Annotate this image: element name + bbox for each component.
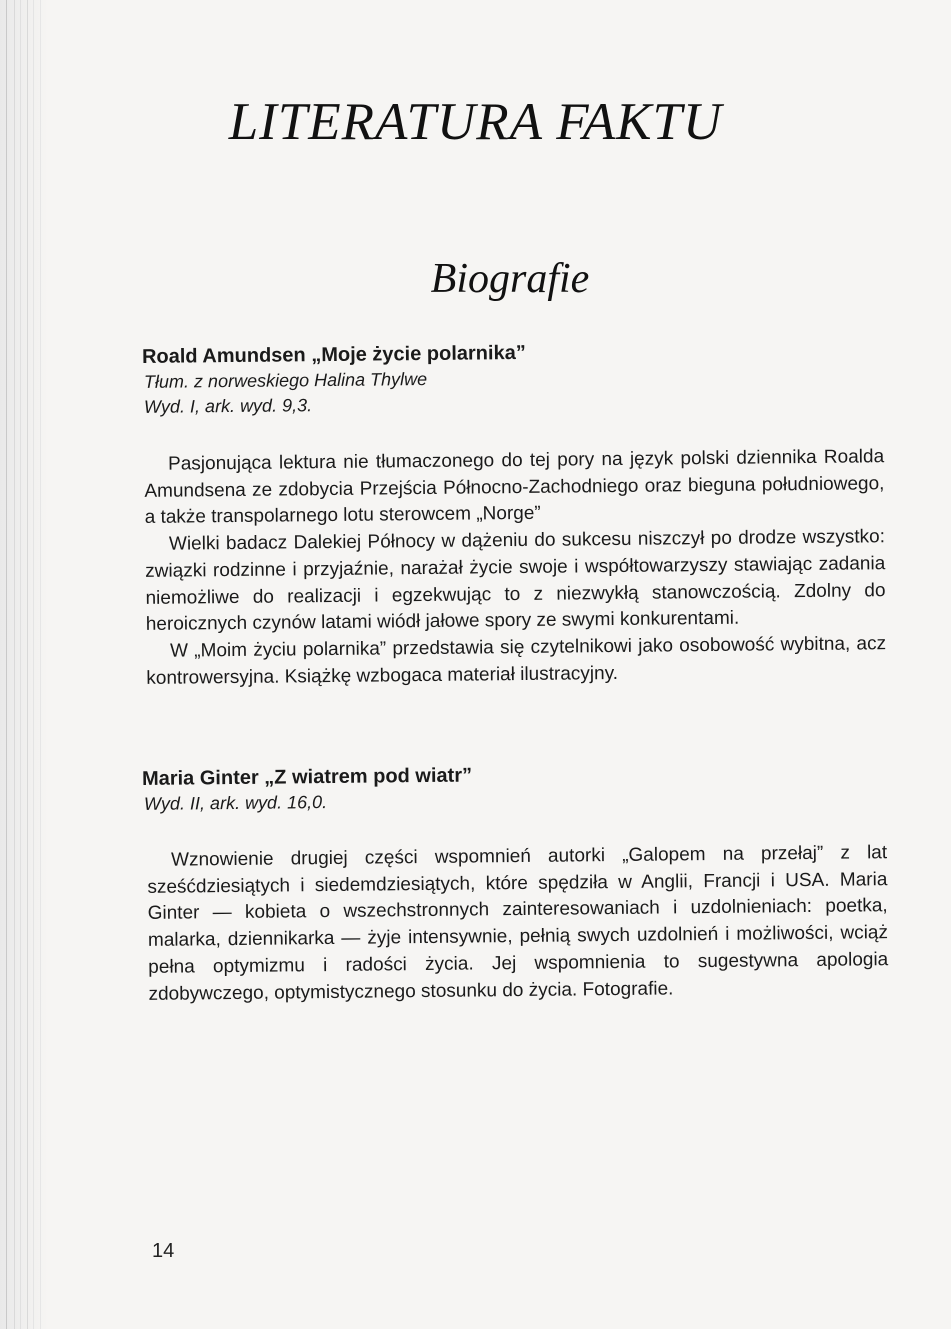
book-entry-ginter	[138, 766, 898, 1008]
edition-line: Wyd. II, ark. wyd. 16,0.	[143, 792, 328, 814]
description-paragraph: Wielki badacz Dalekiej Północy w dążeniu do sukcesu niszczył po drodze wszystko: związki rodzinne i przyjaźnie, narażał życie swoje i współtowarzyszy stawiając zadania niemożliwe do realizacji i egzekwując to z niezwykłą stanowczością. Zdolny do heroicznych czynów latami wiódł jałowe spory ze swymi konkurentami.	[145, 526, 886, 636]
book-description	[138, 444, 886, 692]
page-edge-line	[27, 0, 28, 1329]
book-heading: Maria Ginter „Z wiatrem pod wiatr”	[141, 764, 473, 790]
description-paragraph: W „Moim życiu polarnika” przedstawia się czytelnikowi jako osobowość wybitna, acz kontrowersyjna. Książkę wzbogaca materiał ilustracyjny.	[146, 633, 887, 689]
page-edge-line	[14, 0, 15, 1329]
book-description	[138, 840, 889, 1008]
page-number: 14	[152, 1240, 175, 1262]
page-title: LITERATURA FAKTU	[228, 93, 723, 151]
section-title: Biografie	[430, 256, 590, 302]
page-edge-line	[20, 0, 21, 1329]
book-heading: Roald Amundsen „Moje życie polarnika”	[141, 341, 526, 368]
edition-line: Wyd. I, ark. wyd. 9,3.	[143, 395, 313, 417]
book-entry-amundsen	[138, 341, 898, 692]
description-paragraph: Wznowienie drugiej części wspomnień autorki „Galopem na przełaj” z lat sześćdziesiątych i siedemdziesiątych, które spędziła w Anglii, Francji i USA. Maria Ginter — kobieta o wszechstronnych zainteresowaniach i uzdolnieniach: poetka, malarka, dziennikarka — żyje intensywnie, pełnią swych uzdolnień i możliwości, wciąż pełna optymizmu i radości życia. Jej wspomnienia to sugestywna apologia zdobywczego, optymistycznego stosunku do życia. Fotografie.	[147, 842, 889, 1005]
page-edge-line	[40, 0, 41, 1329]
translator-line: Tłum. z norweskiego Halina Thylwe	[143, 368, 428, 392]
page-edge-line	[33, 0, 34, 1329]
page-edge-line	[6, 0, 7, 1329]
description-paragraph: Pasjonująca lektura nie tłumaczonego do tej pory na język polski dziennika Roalda Amundsena ze zdobycia Przejścia Północno-Zachodniego oraz bieguna południowego, a także transpolarnego lotu sterowcem „Norge”	[144, 446, 885, 529]
